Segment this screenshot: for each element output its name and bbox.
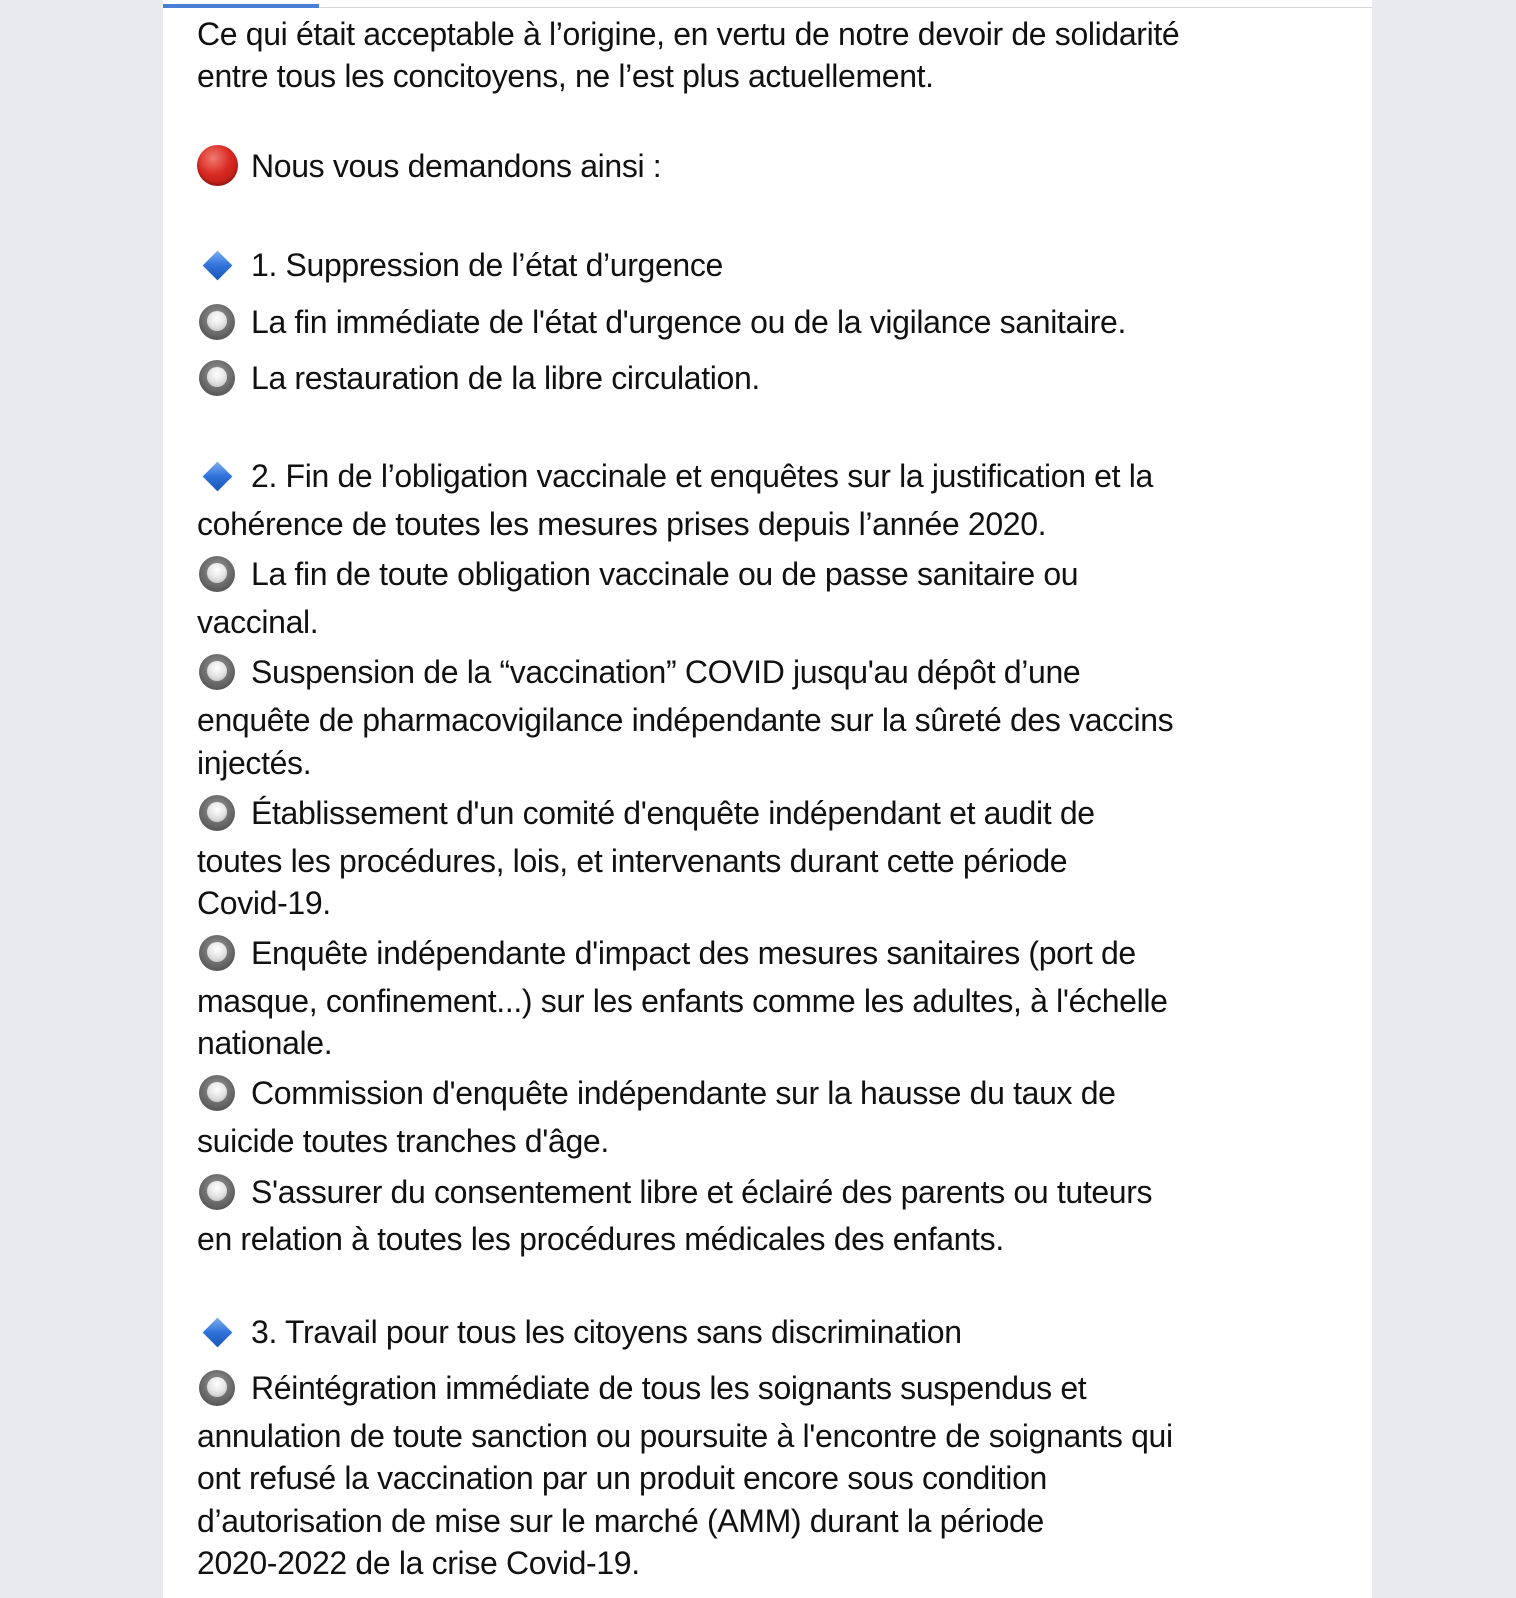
radio-button-icon [199, 1370, 235, 1406]
list-item-continuation: suicide toutes tranches d'âge. [197, 1123, 609, 1159]
list-item: La restauration de la libre circulation. [251, 360, 760, 396]
list-item-continuation: d’autorisation de mise sur le marché (AMM) durant la période [197, 1503, 1044, 1539]
radio-button-icon [199, 654, 235, 690]
reading-progress-bar [163, 4, 319, 8]
list-item: Suspension de la “vaccination” COVID jusqu'au dépôt d’une [251, 654, 1081, 690]
list-item-continuation: 2020-2022 de la crise Covid-19. [197, 1545, 640, 1581]
list-item-continuation: vaccinal. [197, 604, 319, 640]
blue-diamond-icon [203, 251, 233, 281]
list-item: Réintégration immédiate de tous les soignants suspendus et [251, 1370, 1087, 1406]
list-item-continuation: annulation de toute sanction ou poursuite à l'encontre de soignants qui [197, 1418, 1173, 1454]
list-item-continuation: toutes les procédures, lois, et intervenants durant cette période [197, 843, 1068, 879]
section-title: 3. Travail pour tous les citoyens sans discrimination [251, 1314, 962, 1350]
post-content-panel [163, 0, 1372, 1598]
radio-button-icon [199, 795, 235, 831]
section-title: cohérence de toutes les mesures prises depuis l’année 2020. [197, 506, 1047, 542]
list-item-continuation: injectés. [197, 745, 312, 781]
intro-line: Ce qui était acceptable à l’origine, en vertu de notre devoir de solidarité [197, 16, 1180, 52]
list-item-continuation: masque, confinement...) sur les enfants comme les adultes, à l'échelle [197, 983, 1168, 1019]
blue-diamond-icon [203, 1318, 233, 1348]
blue-diamond-icon [203, 462, 233, 492]
list-item-continuation: ont refusé la vaccination par un produit encore sous condition [197, 1460, 1047, 1496]
radio-button-icon [199, 556, 235, 592]
radio-button-icon [199, 304, 235, 340]
section-title: 2. Fin de l’obligation vaccinale et enquêtes sur la justification et la [251, 458, 1153, 494]
intro-line: entre tous les concitoyens, ne l’est plus actuellement. [197, 58, 934, 94]
list-item: La fin de toute obligation vaccinale ou de passe sanitaire ou [251, 556, 1079, 592]
list-item-continuation: nationale. [197, 1025, 333, 1061]
radio-button-icon [199, 1075, 235, 1111]
red-circle-icon [197, 145, 238, 186]
section-title: 1. Suppression de l’état d’urgence [251, 247, 723, 283]
list-item-continuation: Covid-19. [197, 885, 331, 921]
radio-button-icon [199, 935, 235, 971]
demand-heading: Nous vous demandons ainsi : [251, 148, 662, 184]
top-divider [163, 7, 1372, 8]
list-item: Commission d'enquête indépendante sur la hausse du taux de [251, 1075, 1116, 1111]
radio-button-icon [199, 360, 235, 396]
list-item: S'assurer du consentement libre et éclairé des parents ou tuteurs [251, 1174, 1153, 1210]
list-item: La fin immédiate de l'état d'urgence ou de la vigilance sanitaire. [251, 304, 1126, 340]
radio-button-icon [199, 1174, 235, 1210]
list-item: Enquête indépendante d'impact des mesures sanitaires (port de [251, 935, 1136, 971]
list-item: Établissement d'un comité d'enquête indépendant et audit de [251, 795, 1095, 831]
list-item-continuation: en relation à toutes les procédures médicales des enfants. [197, 1221, 1004, 1257]
list-item-continuation: enquête de pharmacovigilance indépendante sur la sûreté des vaccins [197, 702, 1174, 738]
